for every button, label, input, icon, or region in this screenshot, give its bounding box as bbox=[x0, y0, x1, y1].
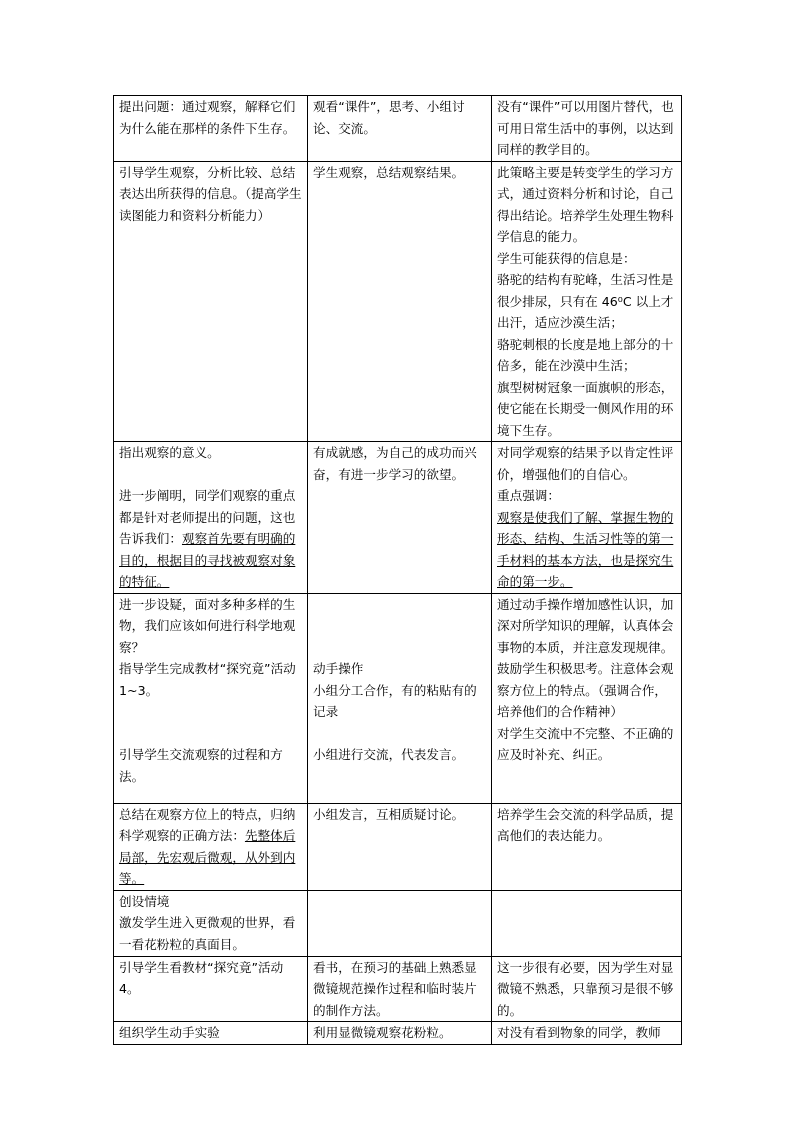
design-intent-cell: 对没有看到物象的同学，教师 bbox=[492, 1022, 682, 1045]
student-activity-cell: 有成就感，为自己的成功而兴奋，有进一步学习的欲望。 bbox=[308, 442, 492, 594]
teacher-activity-cell: 总结在观察方位上的特点，归纳科学观察的正确方法：先整体后局部，先宏观后微观，从外到内等。 bbox=[114, 803, 308, 890]
teacher-activity-cell: 组织学生动手实验 bbox=[114, 1022, 308, 1045]
student-activity-cell: 观看“课件”，思考、小组讨论、交流。 bbox=[308, 96, 492, 162]
teacher-activity-cell: 指出观察的意义。 进一步阐明，同学们观察的重点都是针对老师提出的问题，这也告诉我们：观察首先要有明确的目的，根据目的寻找被观察对象的特征。 bbox=[114, 442, 308, 594]
student-activity-cell: 利用显微镜观察花粉粒。 bbox=[308, 1022, 492, 1045]
design-intent-cell: 对同学观察的结果予以肯定性评价，增强他们的自信心。 重点强调： 观察是使我们了解、掌握生物的形态、结构、生活习性等的第一手材料的基本方法，也是探究生命的第一步。 bbox=[492, 442, 682, 594]
teacher-activity-cell: 进一步设疑，面对多种多样的生物，我们应该如何进行科学地观察？ 指导学生完成教材“探究竟”活动 1~3。 引导学生交流观察的过程和方法。 bbox=[114, 593, 308, 803]
table-row bbox=[114, 161, 682, 442]
design-intent-cell: 此策略主要是转变学生的学习方式，通过资料分析和讨论，自己得出结论。培养学生处理生物科学信息的能力。 学生可能获得的信息是： 骆驼的结构有驼峰，生活习性是很少排尿，只有在 46⁰C 以上才出汗，适应沙漠生活； 骆驼刺根的长度是地上部分的十倍多，能在沙漠中生活； 旗型树树冠象一面旗帜的形态，使它能在长期受一侧风作用的环境下生存。 bbox=[492, 161, 682, 442]
lesson-plan-table bbox=[113, 95, 682, 1045]
student-activity-cell: 小组发言，互相质疑讨论。 bbox=[308, 803, 492, 890]
student-activity-cell bbox=[308, 890, 492, 956]
design-intent-cell: 没有“课件”可以用图片替代，也可用日常生活中的事例，以达到同样的教学目的。 bbox=[492, 96, 682, 162]
table-row bbox=[114, 956, 682, 1022]
table-row bbox=[114, 96, 682, 162]
teacher-activity-cell: 引导学生看教材“探究竟”活动 4。 bbox=[114, 956, 308, 1022]
teacher-activity-cell: 引导学生观察，分析比较、总结表达出所获得的信息。（提高学生读图能力和资料分析能力） bbox=[114, 161, 308, 442]
design-intent-cell: 培养学生会交流的科学品质，提高他们的表达能力。 bbox=[492, 803, 682, 890]
table-row bbox=[114, 803, 682, 890]
student-activity-cell: 看书，在预习的基础上熟悉显微镜规范操作过程和临时装片的制作方法。 bbox=[308, 956, 492, 1022]
student-activity-cell: 动手操作 小组分工合作，有的粘贴有的记录 小组进行交流，代表发言。 bbox=[308, 593, 492, 803]
teacher-activity-cell: 提出问题：通过观察，解释它们为什么能在那样的条件下生存。 bbox=[114, 96, 308, 162]
key-point-underlined: 观察是使我们了解、掌握生物的形态、结构、生活习性等的第一手材料的基本方法，也是探究生命的第一步。 bbox=[497, 509, 674, 589]
design-intent-cell: 通过动手操作增加感性认识，加深对所学知识的理解，认真体会事物的本质，并注意发现规律。 鼓励学生积极思考。注意体会观察方位上的特点。（强调合作，培养他们的合作精神） 对学生交流中不完整、不正确的应及时补充、纠正。 bbox=[492, 593, 682, 803]
table-row bbox=[114, 593, 682, 803]
table-row bbox=[114, 442, 682, 594]
table-row bbox=[114, 890, 682, 956]
key-point-underlined: 先整体后局部，先宏观后微观，从外到内等。 bbox=[119, 828, 296, 886]
table-row bbox=[114, 1022, 682, 1045]
teacher-activity-cell: 创设情境 激发学生进入更微观的世界，看一看花粉粒的真面目。 bbox=[114, 890, 308, 956]
key-point-underlined: 观察首先要有明确的目的，根据目的寻找被观察对象的特征。 bbox=[119, 531, 296, 589]
design-intent-cell: 这一步很有必要，因为学生对显微镜不熟悉，只靠预习是很不够的。 bbox=[492, 956, 682, 1022]
student-activity-cell: 学生观察，总结观察结果。 bbox=[308, 161, 492, 442]
design-intent-cell bbox=[492, 890, 682, 956]
